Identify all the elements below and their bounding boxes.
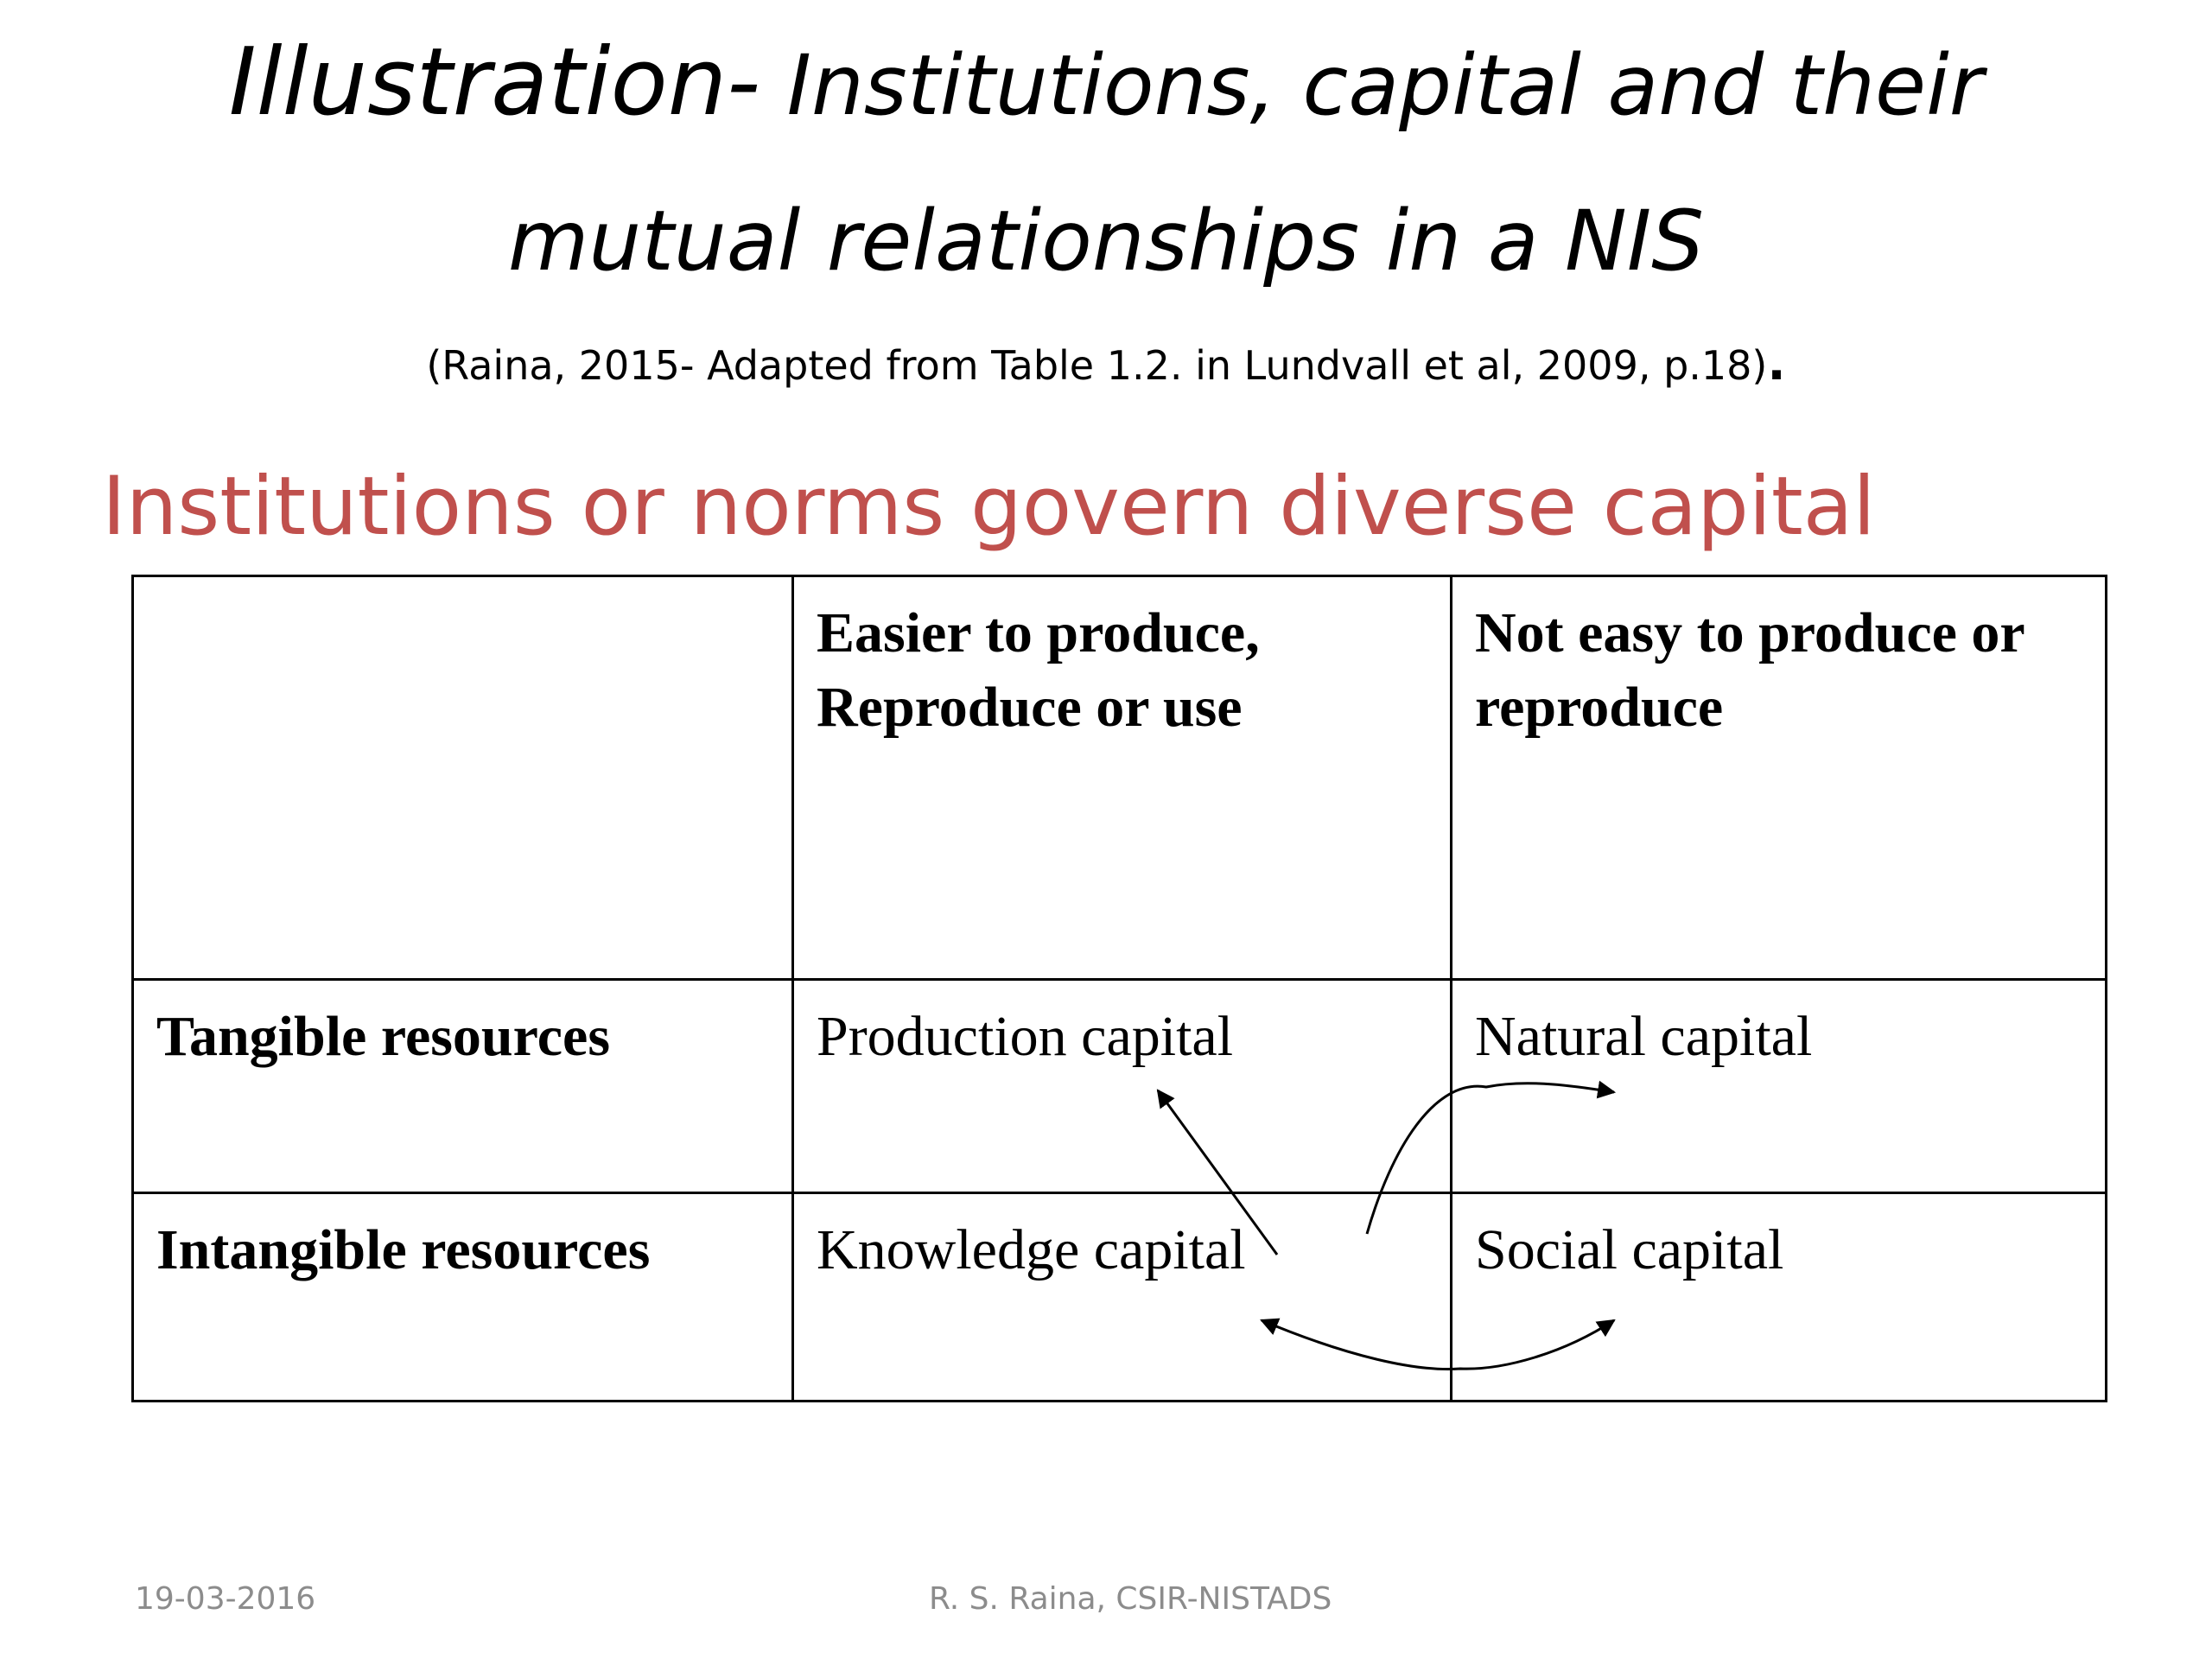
citation (0, 335, 2212, 391)
slide-title-line2: mutual relationships in a NIS (507, 193, 1705, 289)
title-rest: Institutions, capital and their (760, 37, 1984, 134)
cell-knowledge-capital: Knowledge capital (817, 1218, 1246, 1281)
footer-author: R. S. Raina, CSIR-NISTADS (929, 1581, 1332, 1617)
table-header-empty (134, 577, 791, 978)
table-header-not-easy-line1: Not easy to produce or (1475, 601, 2025, 664)
capital-table (131, 575, 2107, 1402)
table-header-easier-line1: Easier to produce, (817, 601, 1260, 664)
table-header-not-easy (1452, 577, 2105, 978)
table-header-easier-line2: Reproduce or use (817, 676, 1243, 739)
row-label-tangible: Tangible resources (156, 1005, 611, 1068)
title-lead: Illustration- (228, 29, 761, 137)
citation-text: (Raina, 2015- Adapted from Table 1.2. in Lundvall et al, 2009, p.18) (426, 342, 1768, 389)
table-header-easier (794, 577, 1450, 978)
cell-social-capital: Social capital (1475, 1218, 1784, 1281)
footer-date: 19-03-2016 (135, 1581, 316, 1617)
table-header-not-easy-line2: reproduce (1475, 676, 1724, 739)
cell-natural-capital: Natural capital (1475, 1005, 1813, 1068)
slide-title (0, 17, 2212, 307)
citation-end: . (1767, 335, 1786, 391)
row-label-intangible: Intangible resources (156, 1218, 651, 1281)
slide-subtitle: Institutions or norms govern diverse capital (102, 460, 1876, 554)
cell-production-capital: Production capital (817, 1005, 1234, 1068)
slide-title-line1 (0, 17, 2212, 175)
